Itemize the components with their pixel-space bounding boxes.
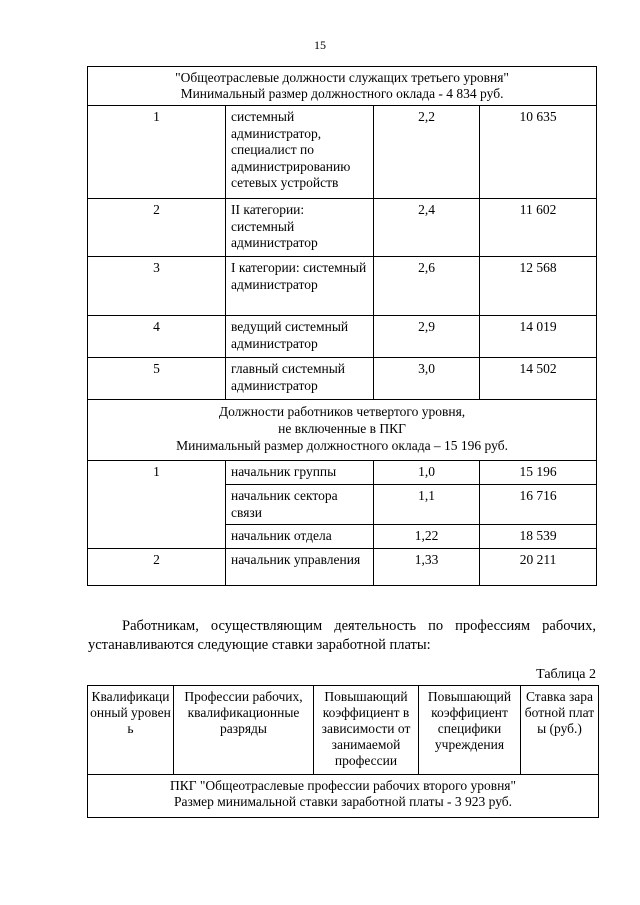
table-row [88, 257, 597, 316]
level-cell: 3 [88, 257, 226, 316]
salary-cell: 12 568 [480, 257, 597, 316]
table-row [88, 549, 597, 586]
coefficient-cell: 1,33 [374, 549, 480, 586]
position-cell: I категории: системный администратор [226, 257, 374, 316]
table-label: Таблица 2 [536, 667, 596, 682]
coefficient-cell: 3,0 [374, 358, 480, 400]
salary-table [87, 66, 597, 586]
level-cell: 1 [88, 461, 226, 549]
salary-cell: 16 716 [480, 485, 597, 525]
section-title: не включенные в ПКГ [278, 421, 406, 436]
coefficient-cell: 1,0 [374, 461, 480, 485]
level-cell: 1 [88, 106, 226, 199]
coefficient-cell: 2,6 [374, 257, 480, 316]
table-row [88, 199, 597, 257]
coefficient-cell: 2,9 [374, 316, 480, 358]
table-row [88, 106, 597, 199]
coefficient-cell: 1,1 [374, 485, 480, 525]
coefficient-cell: 2,2 [374, 106, 480, 199]
position-cell: начальник управления [226, 549, 374, 586]
coefficient-cell: 1,22 [374, 525, 480, 549]
intro-paragraph: Работникам, осуществляющим деятельность по профессиям рабочих, устанавливаются следующие ставки заработной платы: [88, 618, 596, 653]
position-cell: ведущий системный администратор [226, 316, 374, 358]
salary-cell: 14 502 [480, 358, 597, 400]
position-cell: главный системный администратор [226, 358, 374, 400]
table-row [88, 358, 597, 400]
section-title: ПКГ "Общеотраслевые профессии рабочих второго уровня" [169, 778, 517, 793]
page-number: 15 [314, 38, 326, 52]
table-row [88, 316, 597, 358]
section-title: Должности работников четвертого уровня, [218, 404, 466, 419]
table-row [88, 461, 597, 485]
section-subtitle: Минимальный размер должностного оклада – 15 196 руб. [176, 438, 508, 453]
position-cell: начальник отдела [226, 525, 374, 549]
salary-cell: 18 539 [480, 525, 597, 549]
position-cell: начальник сектора связи [226, 485, 374, 525]
column-header: Ставка заработной платы (руб.) [521, 686, 599, 775]
level-cell: 4 [88, 316, 226, 358]
column-header: Повышающий коэффициент в зависимости от занимаемой профессии [314, 686, 419, 775]
salary-cell: 14 019 [480, 316, 597, 358]
salary-cell: 10 635 [480, 106, 597, 199]
level-cell: 2 [88, 199, 226, 257]
section-header-row [88, 775, 599, 818]
position-cell: системный администратор, специалист по администрированию сетевых устройств [226, 106, 374, 199]
column-header: Повышающий коэффициент специфики учреждения [419, 686, 521, 775]
section-header-row [88, 67, 597, 106]
coefficient-cell: 2,4 [374, 199, 480, 257]
position-cell: начальник группы [226, 461, 374, 485]
level-cell: 5 [88, 358, 226, 400]
level-cell: 2 [88, 549, 226, 586]
salary-cell: 20 211 [480, 549, 597, 586]
section-header-row [88, 400, 597, 461]
section-subtitle: Минимальный размер должностного оклада - 4 834 руб. [180, 86, 504, 101]
section-title: "Общеотраслевые должности служащих третьего уровня" [175, 70, 509, 85]
workers-rates-table [87, 685, 599, 818]
column-header: Квалификационный уровень [88, 686, 174, 775]
column-header: Профессии рабочих, квалификационные разряды [174, 686, 314, 775]
salary-cell: 11 602 [480, 199, 597, 257]
section-subtitle: Размер минимальной ставки заработной платы - 3 923 руб. [173, 794, 513, 809]
table-header-row [88, 686, 599, 775]
position-cell: II категории: системный администратор [226, 199, 374, 257]
salary-cell: 15 196 [480, 461, 597, 485]
